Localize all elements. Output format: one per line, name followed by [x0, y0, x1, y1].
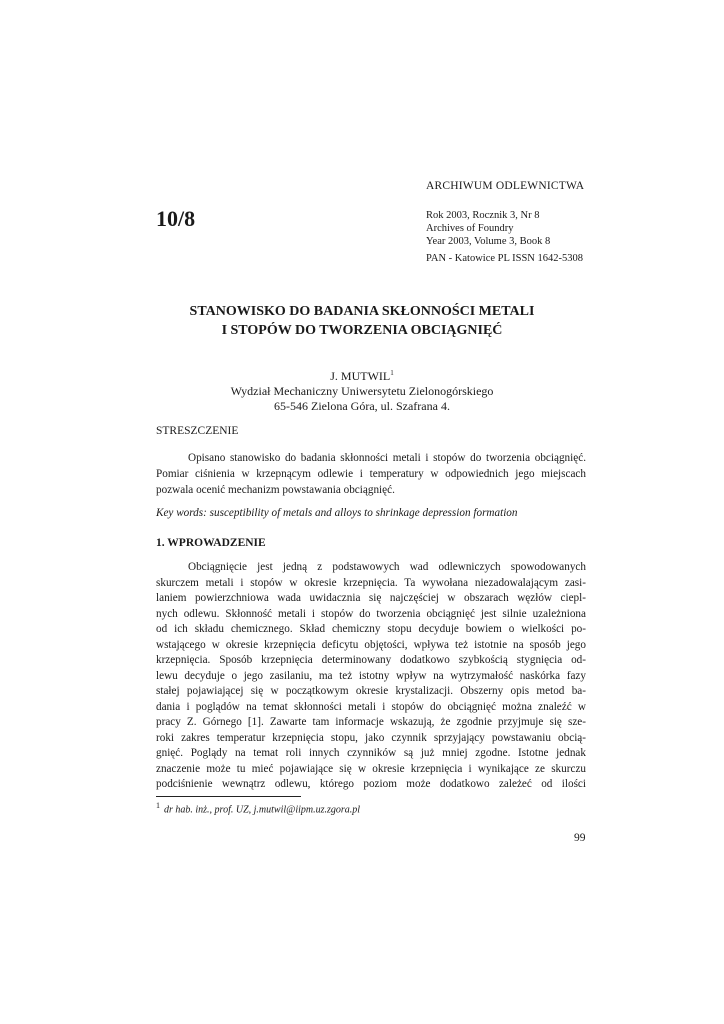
meta-line-year: Rok 2003, Rocznik 3, Nr 8: [426, 210, 540, 221]
body-line: podciśnienie wewnątrz odlewu, którego poziom może dodatkowo zależeć od ilości: [156, 778, 586, 790]
meta-issn: PAN - Katowice PL ISSN 1642-5308: [426, 253, 584, 264]
body-line: laniem powierzchniowa wada uwidacznia się najczęściej w obszarach węzłów ciepl-: [156, 592, 586, 604]
body-line: znaczenie może tu mieć pojawiające się w okresie krzepnięcia i wynikające ze skurczu: [156, 762, 586, 775]
author-block: [140, 366, 584, 414]
footnote: [156, 801, 360, 815]
author-name-line: [140, 366, 584, 384]
body-line: dania i poglądów na temat skłonności metali i stopów do obciągnięć można znaleźć w: [156, 700, 586, 713]
body-line: od ich składu chemicznego. Skład chemiczny stopu decyduje bowiem o wielkości po-: [156, 623, 586, 635]
body-line: skurczem metali i stopów w okresie krzepnięcia. Ta wywołana niezadowalającym zasi-: [156, 576, 586, 589]
meta-line-journal-en: Archives of Foundry: [426, 223, 514, 234]
author-affiliation: Wydział Mechaniczny Uniwersytetu Zielonogórskiego: [230, 384, 494, 398]
article-title: [140, 302, 584, 340]
body-line: lewu decyduje o jego zasilaniu, ma też istotny wpływ na wytrzymałość naskórka fazy: [156, 669, 586, 682]
title-line-1: STANOWISKO DO BADANIA SKŁONNOŚCI METALI: [189, 304, 535, 319]
article-number: 10/8: [156, 206, 196, 231]
footnote-mark: 1: [156, 801, 160, 810]
publication-meta: [426, 209, 583, 265]
footnote-rule: [156, 796, 301, 797]
author-address: 65-546 Zielona Góra, ul. Szafrana 4.: [274, 399, 450, 413]
body-line: wstającego w okresie krzepnięcia deficytu objętości, wpływa też istotnie na sposób jego: [156, 638, 586, 651]
body-line: gnięć. Poglądy na temat roli innych czynników są już mniej zgodne. Istotne jednak: [156, 747, 586, 759]
author-name: J. MUTWIL: [330, 369, 391, 383]
footnote-text: dr hab. inż., prof. UZ, j.mutwil@iipm.uz.zgora.pl: [164, 804, 361, 816]
journal-name: ARCHIWUM ODLEWNICTWA: [426, 180, 585, 192]
section-heading: 1. WPROWADZENIE: [156, 537, 266, 549]
body-line: stałej pojawiającej się w początkowym okresie krystalizacji. Obszerny opis metod ba-: [156, 685, 586, 697]
meta-line-volume: Year 2003, Volume 3, Book 8: [426, 236, 551, 247]
page-number: 99: [574, 832, 586, 844]
title-line-2: I STOPÓW DO TWORZENIA OBCIĄGNIĘĆ: [221, 323, 503, 338]
body-line: krzepnięcia. Sposób krzepnięcia determinowany dodatkowo szybkością stygnięcia od-: [156, 654, 586, 666]
body-line: roki zakres temperatur krzepnięcia stopu, jako czynnik sprzyjający powstawaniu obcią-: [156, 731, 586, 744]
body-line: nych odlewu. Skłonność metali i stopów do tworzenia obciągnięć jest silnie uzależniona: [156, 607, 586, 620]
abstract-heading: STRESZCZENIE: [156, 425, 239, 437]
keywords: Key words: susceptibility of metals and alloys to shrinkage depression formation: [156, 507, 518, 519]
abstract-text: Opisano stanowisko do badania skłonności metali i stopów do tworzenia obciągnięć. Pomiar ciśnienia w krzepnącym odlewie i temperatury w odpowiednich jego miejscach pozwala ocenić mechanizm powstawania obciągnięć.: [156, 452, 586, 496]
body-line: Obciągnięcie jest jedną z podstawowych wad odlewniczych spowodowanych: [188, 561, 586, 573]
author-footnote-mark: 1: [390, 369, 394, 377]
body-text: [156, 560, 586, 793]
body-line: pracy Z. Górnego [1]. Zawarte tam informacje wskazują, że zgodnie przyjmuje się sze-: [156, 716, 586, 728]
